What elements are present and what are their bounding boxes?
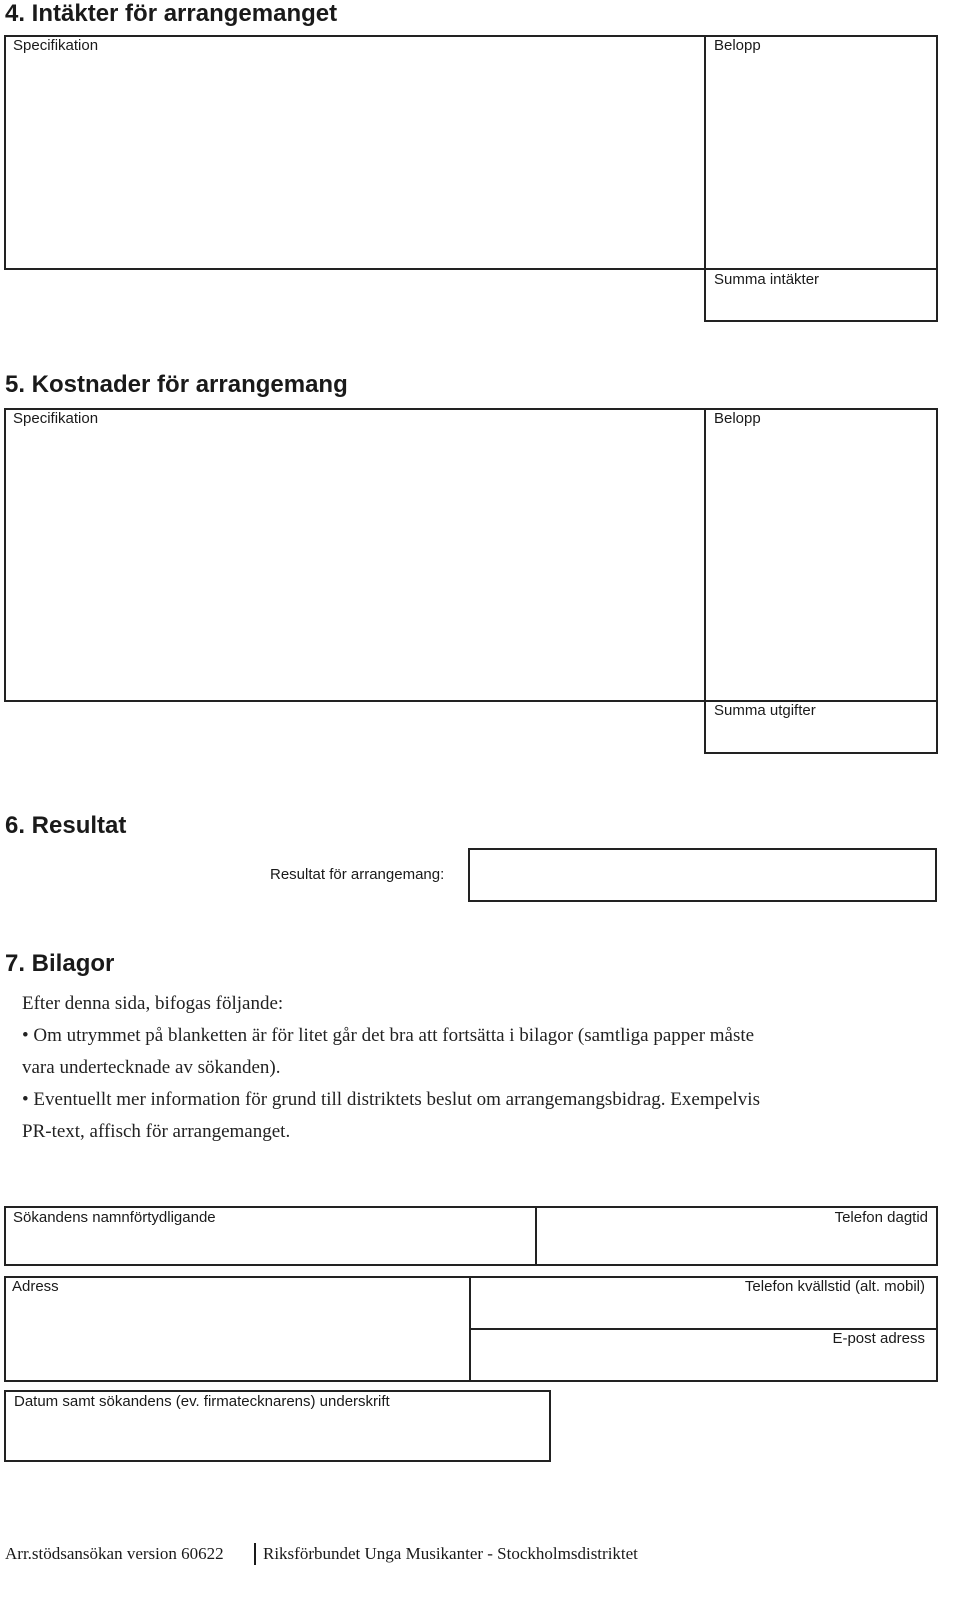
footer-divider <box>254 1543 256 1565</box>
cost-total-label: Summa utgifter <box>714 702 816 719</box>
footer-version: Arr.stödsansökan version 60622 <box>5 1544 224 1563</box>
applicant-name-label: Sökandens namnförtydligande <box>13 1209 216 1226</box>
income-specification-field[interactable] <box>4 35 708 270</box>
phone-evening-label: Telefon kvällstid (alt. mobil) <box>744 1278 925 1295</box>
attachment-bullet-2-line-1: • Eventuellt mer information för grund till distriktets beslut om arrangemangsbidrag. Exempelvis <box>22 1089 760 1110</box>
cost-specification-label: Specifikation <box>13 410 99 427</box>
address-label: Adress <box>12 1278 59 1295</box>
income-specification-label: Specifikation <box>13 37 99 54</box>
attachment-bullet-1-line-2: vara undertecknade av sökanden). <box>22 1057 281 1078</box>
attachment-bullet-1-line-1: • Om utrymmet på blanketten är för litet går det bra att fortsätta i bilagor (samtliga papper måste <box>22 1025 755 1046</box>
result-label: Resultat för arrangemang: <box>270 866 445 883</box>
income-amount-field[interactable] <box>704 35 938 270</box>
attachment-bullet-2-line-2: PR-text, affisch för arrangemanget. <box>22 1121 291 1142</box>
result-field[interactable] <box>468 848 937 902</box>
phone-day-label: Telefon dagtid <box>834 1209 928 1226</box>
section-6-heading: 6. Resultat <box>5 812 127 839</box>
section-5-heading: 5. Kostnader för arrangemang <box>5 371 348 398</box>
cost-specification-field[interactable] <box>4 408 708 702</box>
income-amount-label: Belopp <box>714 37 761 54</box>
income-total-label: Summa intäkter <box>714 271 820 288</box>
attachments-intro: Efter denna sida, bifogas följande: <box>22 993 284 1014</box>
section-4-heading: 4. Intäkter för arrangemanget <box>5 0 338 27</box>
signature-label: Datum samt sökandens (ev. firmatecknarens) underskrift <box>14 1393 390 1410</box>
footer-organization: Riksförbundet Unga Musikanter - Stockholmsdistriktet <box>263 1544 638 1563</box>
email-label: E-post adress <box>832 1330 925 1347</box>
cost-amount-field[interactable] <box>704 408 938 702</box>
section-7-heading: 7. Bilagor <box>5 950 115 977</box>
attachments-text <box>22 988 942 1148</box>
cost-amount-label: Belopp <box>714 410 761 427</box>
address-field[interactable] <box>4 1276 471 1382</box>
